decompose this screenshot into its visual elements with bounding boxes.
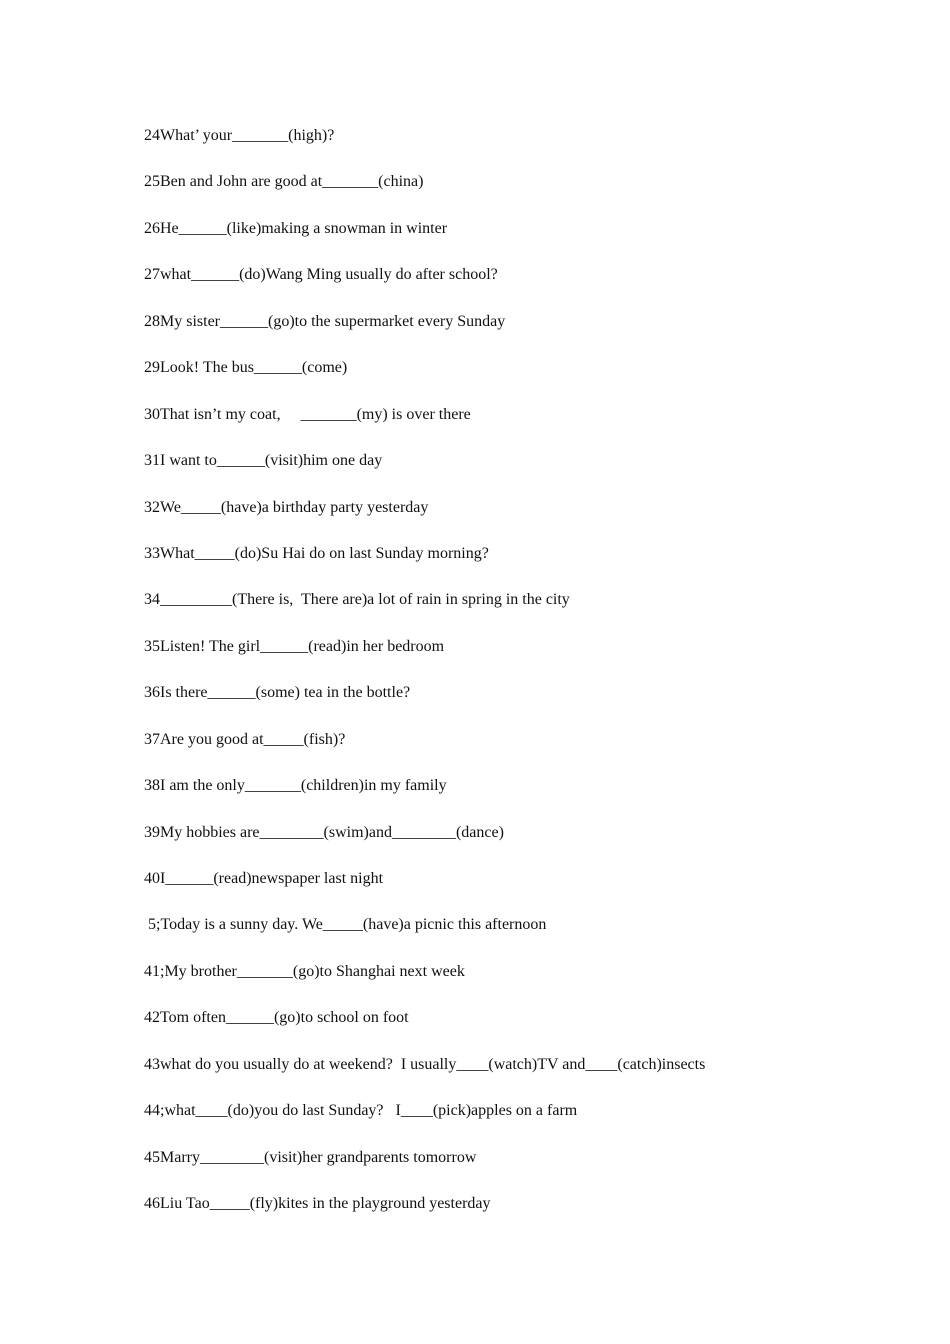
- exercise-5: 5;Today is a sunny day. We_____(have)a picnic this afternoon: [144, 916, 547, 934]
- exercise-38: 38I am the only_______(children)in my family: [144, 777, 447, 795]
- exercise-45: 45Marry________(visit)her grandparents tomorrow: [144, 1148, 477, 1166]
- exercise-41: 41;My brother_______(go)to Shanghai next week: [144, 962, 465, 980]
- exercise-27: 27what______(do)Wang Ming usually do after school?: [144, 266, 498, 284]
- exercise-33: 33What_____(do)Su Hai do on last Sunday morning?: [144, 544, 489, 562]
- exercise-35: 35Listen! The girl______(read)in her bedroom: [144, 637, 445, 655]
- exercise-29: 29Look! The bus______(come): [144, 359, 348, 377]
- exercise-39: 39My hobbies are________(swim)and________(dance): [144, 823, 504, 841]
- exercise-31: 31I want to______(visit)him one day: [144, 452, 383, 470]
- exercise-32: 32We_____(have)a birthday party yesterday: [144, 498, 429, 516]
- exercise-25: 25Ben and John are good at_______(china): [144, 173, 424, 191]
- exercise-36: 36Is there______(some) tea in the bottle?: [144, 684, 411, 702]
- exercise-30: 30That isn’t my coat, _______(my) is over there: [144, 405, 471, 423]
- exercise-37: 37Are you good at_____(fish)?: [144, 730, 346, 748]
- exercise-26: 26He______(like)making a snowman in winter: [144, 219, 448, 237]
- exercise-46: 46Liu Tao_____(fly)kites in the playground yesterday: [144, 1195, 491, 1213]
- exercise-list: [144, 124, 705, 1239]
- exercise-40: 40I______(read)newspaper last night: [144, 870, 384, 887]
- exercise-34: 34_________(There is, There are)a lot of rain in spring in the city: [144, 591, 570, 609]
- exercise-24: 24What’ your_______(high)?: [144, 127, 335, 144]
- exercise-43: 43what do you usually do at weekend? I usually____(watch)TV and____(catch)insects: [144, 1055, 706, 1073]
- exercise-28: 28My sister______(go)to the supermarket every Sunday: [144, 312, 506, 330]
- exercise-42: 42Tom often______(go)to school on foot: [144, 1009, 409, 1027]
- exercise-44: 44;what____(do)you do last Sunday? I____(pick)apples on a farm: [144, 1102, 578, 1120]
